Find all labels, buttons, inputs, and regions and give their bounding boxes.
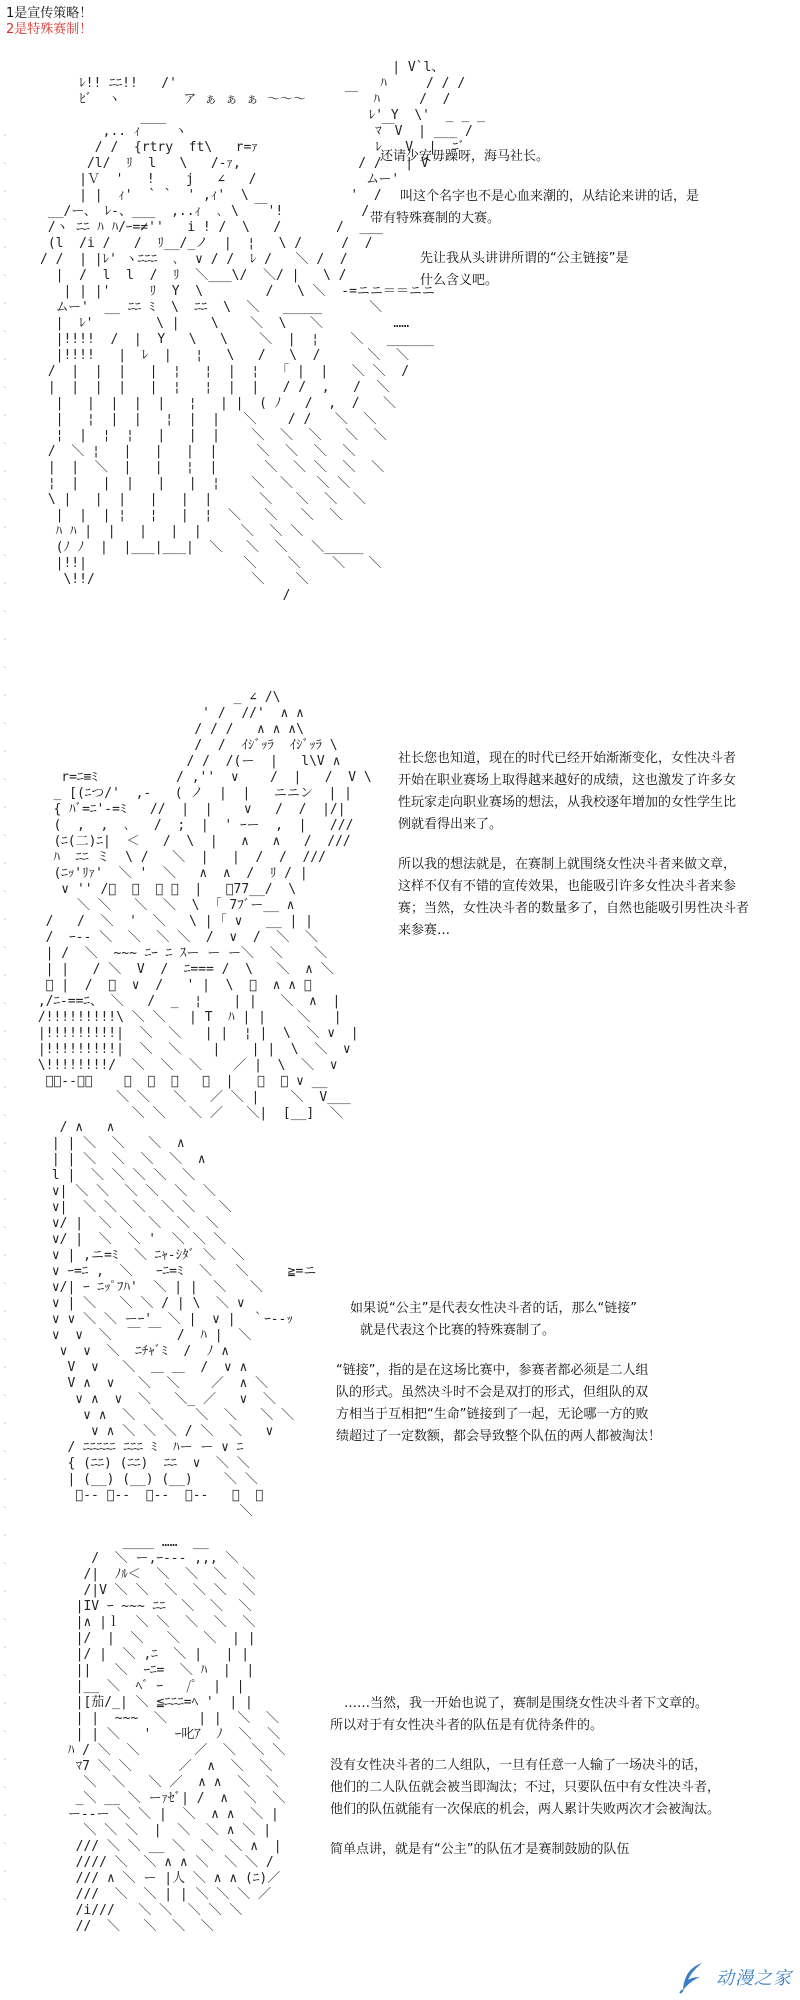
paragraph-line: 先让我从头讲讲所谓的“公主链接”是 <box>420 251 629 266</box>
paragraph: 还请少安毋躁呀，海马社长。 <box>380 149 550 164</box>
feather-logo-icon <box>676 1960 710 1994</box>
paragraph-line: 方相当于互相把“生命”链接到了一起，无论哪一方的败 <box>336 1407 649 1422</box>
ascii-art-figure-3: / ∧ ∧ | | ＼ ＼ ＼ ∧ | | ＼ ＼ ＼ ＼ ∧ l | ＼ ＼ ＼ ＼ ＼ ∨| ＼ ＼ ＼ ＼ ＼ ＼ ∨| ＼ ＼ ＼ ＼ ＼ ＼ ∨/ | ＼ ＼ ＼ ＼ ＼ ∨/ | ＼ ＼ ' ＼ ＼ ＼ ∨ | ,ニ=ﾐ ＼ ﾆｬ-ｼﾀﾞ ＼ ＼ ∨ ｰ=ﾆ , ＼ ｰﾆ=ﾐ ＼ ＼ ≧=ニ ∨/| ｰ ﾆｯﾟﾌﾊ' ＼ | | ＼ ＼ ∨ | ＼ ＼ ＼ / | \ ＼ ∨ ∨ ∨ ＼ ＼ ーｰ' ＼ | ∨ | ｀ｰ--ｯ ∨ ∨ ＼ ￣ ￣ / ﾊ | ＼ ∨ ∨ ＼ ﾆﾁｬﾞﾐ / ﾉ ∧ V ∨ ＼ ＿ ＿ / ∨ ∧ V ∧ ∨ ＼ ＼ ／ ∧ ＼ ∨ ∧ ∨ ＼ ＼_ ／ ∨ ＼ ∨ ∧ ＼ ＼ ＼ ＼ ＼ ＼ ∨ ∧ ＼ ＼ ＼ / ＼ ＼ ∨ / ﾆﾆﾆﾆﾆ ﾆﾆﾆ ﾐ ﾊー ー ∨ ﾆ { (ﾆﾆ) (ﾆﾆ) ﾆﾆ ∨ ＼ ＼ | (__) (__) (__) ＼ ＼ ﾞ-- ﾞ-- ﾞ-- ﾞ-- ＼ ＼ ＼ <box>51 1120 317 1519</box>
paragraph-line: 所以我的想法就是，在赛制上就围绕女性决斗者来做文章， <box>398 857 737 872</box>
paragraph-line: 叫这个名字也不是心血来潮的，从结论来讲的话，是 <box>400 189 700 204</box>
panel-4 <box>0 1535 800 1975</box>
paragraph-line: 如果说“公主”是代表女性决斗者的话，那么“链接” <box>350 1301 637 1316</box>
paragraph-line: 带有特殊赛制的大赛。 <box>370 211 501 226</box>
ascii-art-figure-4: ____ …… __ / ＼ ー,ｰ--- ,,, ＼ /| ﾉﾙ＜ ＼ ＼ ＼ ＼ /|V ＼ ＼ ＼ ＼ ＼ ＼ |IV ｰ ~~~ ﾆﾆ ＼ ＼ ＼ |∧ |ｌ ＼ ＼ ＼ ＼ ＼ |/ | ＼ ＼ ＼ | | |/ | ＼ ,ﾆ ＼ | | | || ＼ ｰﾆ= ＼ ﾊ | | |__ ＼ ﾍﾞ ｰ /ﾟ | | |[茄/_| ＼ ≦ﾆﾆﾆ=ﾍ ' | | | | ~~~ ＼ | | ＼ ＼ | | ＼ ' ｰ叱ｱ ﾉ ＼ ＼ ﾊ / ＼ ＼ ／ ＼ ＼ ＼ ﾏ7 ＼ ＼ ／ ∧ ＼ ＼ ＼ ＼ ＼ ／ ∧ ∧ ＼ ＼ _＼ __ ＼ ーｧｾﾞ| / ∧ ＼ ＼ ー--ー ＼ ＼ | ＼ ∧ ∧ ＼ | ＼ ＼ ＼ | ＼ ＼ ∧ ＼ | /// ＼ ＼ __ ＼ ＼ ＼ ∧ | //// ＼ ＼ ∧ ∧ ＼ ＼ ＼ / /// ∧ ＼ ー |人 ＼ ∧ ∧ (ﾆ)／ /// ＼ ＼ | | ＼ ＼ ＼ ／ /i/// ＼ ＼ ＼ ＼ ＼ // ＼ ＼ ＼ ＼ <box>67 1535 286 1934</box>
ascii-art-figure-1: | V`l、 ﾚ!! ﾆﾆ!! /' ﾊ / / / ﾋﾞ ヽ ア ぁ ぁ ぁ ～～～ ￣ ﾊ / / ﾚ' Y \' _ _ _ ,.. ｨ￣￣ ヽ ﾏ￣V | ___ / / / {rtry ft\ r=ｧ ﾚ V | ﾆﾞ /l/ ﾘ l \ /-ｧ, / / | V |Ｖ ' ! j ∠ / ムー' | | ｨ' ` ` ' ,ｨ' \ ' / __/ー、 ﾚ-、___ ,..ｨ ､ \ ￣'! / /ヽ ﾆﾆ ﾊ ﾊ/ｰ=≠'' i ! / \ / / ___ (l /i / / ﾘ__/_ノ | ¦ \ / / / / / | |ﾚ' ヽﾆﾆﾆ ､ ∨ / / ﾚ / ＼ / / | / l l / ﾘ ＼___\/ ＼/ | \ / | | |' ﾘ Y \ / \ ＼ -=ニニ＝＝ニニ ムー' __ ﾆﾆ ﾐ \ ﾆﾆ \ ＼ _____ ＼ | ﾚ' \ | \ ＼ \ ＼ …… |!!!! / | Y \ \ ＼ | ¦ ＼ ______ |!!!! | ﾚ | ¦ \ / \ / ＼ ＼ / | | | | ¦ ¦ | ¦ ｢ | | ＼ ＼ / | | | | | ¦ ¦ | | / / , / ＼ | | | | | ¦ | | ( ﾉ / , / ＼ | ¦ | | ¦ | | ＼ / / ＼ ＼ ¦ | ¦ ¦ | | | ＼ ＼ ＼ ＼ ＼ / ＼ ¦ | | | | ＼ ＼ ＼ ＼ | | ＼ | | ¦ | ＼ ＼ ＼ ＼ ＼ ¦ | | | | | ¦ ＼ ＼ ＼ ＼ \ | | | | | | ＼ ＼ ＼ ＼ | | | ¦ ¦ | ¦ ＼ ＼ ＼ ＼ ﾊ ﾊ | | | | | ＼ ＼ ＼ (ﾉ ﾉ | |___|___| ＼ ＼ ＼ ＼_____ |!!| ＼ ＼ ＼ ＼ \!!/ ＼ ＼ / <box>40 60 485 603</box>
panel-4-text <box>330 1693 720 1861</box>
paragraph-line: “链接”，指的是在这场比赛中，参赛者都必须是二人组 <box>336 1363 649 1378</box>
paragraph-line: 开始在职业赛场上取得越来越好的成绩，这也激发了许多女 <box>398 773 737 788</box>
paragraph-line: ……当然，我一开始也说了，赛制是围绕女性决斗者下文章的。 <box>344 1696 709 1711</box>
paragraph-line: 就是代表这个比赛的特殊赛制了。 <box>360 1323 556 1338</box>
paragraph-line: 性玩家走向职业赛场的想法，从我校逐年增加的女性学生比 <box>398 795 737 810</box>
paragraph-line: 赛；当然，女性决斗者的数量多了，自然也能吸引男性决斗者 <box>398 901 750 916</box>
paragraph-line: 来参赛… <box>398 923 451 938</box>
ascii-art-figure-2: _ ∠ /\ ' / //' ∧ ∧ / / / ∧ ∧ ∧\ / / ｲｼﾞｯﾗ ｲｼﾞｯﾗ \ / / /(ー | l\V ∧ r=ﾆ≡ﾐ / ,'' ∨ / | / V \ _ [(ﾆつ/' ,- ( ノ | | ニニン | | { ﾊﾞ=ﾆ'-=ﾐ // | | ∨ / / |/| ( , , ､ / ; | ' ｰー , | /// (ﾆ(二)ﾆ| ＜ / \ | ∧ ∧ / /// ﾊ ﾆﾆ ミ \ / ＼ | | / / /// (ﾆｯ'ﾘｧ' ＼ ' ＼ ∧ ∧ / ﾘ / | ∨ '' /ﾞ ＼ ＼ ＼ | ｢77__/ \ ＼ ＼ ＼ ＼ \ ｢ 7ﾌﾞー__ ∧ / / ＼ ' ＼ \ | ｢ ∨ __ | | / ｰ-- ＼ ＼ ＼ ＼ / ∨ / ＼ ＼ | / ＼ ~~~ ﾆｰ ﾆ ｽー ー ー＼ ＼ ＼ | | / ＼ V / ﾆ=== / \ ＼ ∧ ＼ ﾞ | / ＼ ∨ / ' | \ ＼ ∧ ∧ ＼ ,/ﾆ-==ﾆ、 ＼ / _ ¦ | | ＼ ∧ | /!!!!!!!!!\ ＼ ＼ | T ﾊ | | ＼ | |!!!!!!!!!| ＼ ＼ | | ¦ | \ ＼ ∨ | |!!!!!!!!!| ＼ ＼ | | | \ ＼ ∨ \!!!!!!!!/ ＼ ＼ ＼ ／ | \ ＼ ∨ ﾞｰ--ｰﾞ ＼ ＼ ＼ ／ | ＼ ＼ ∨ __ ＼ ＼ ＼ ／ ＼ | ＼ V___ ＼ ＼ ＼ ／ ＼| [__] ＼ <box>37 690 372 1121</box>
panel-2 <box>0 690 800 1121</box>
paragraph-line: 简单点讲，就是有“公主”的队伍才是赛制鼓励的队伍 <box>330 1842 630 1857</box>
watermark <box>676 1960 792 1994</box>
paragraph-line: 队的形式。虽然决斗时不会是双打的形式，但组队的双 <box>336 1385 649 1400</box>
paragraph-line: 他们的二人队伍就会被当即淘汰；不过，只要队伍中有女性决斗者， <box>330 1780 721 1795</box>
watermark-text: 动漫之家 <box>716 1968 792 1989</box>
panel-2-text <box>398 748 749 942</box>
paragraph-line: 绩超过了一定数额，都会导致整个队伍的两人都被淘汰！ <box>336 1429 662 1444</box>
paragraph-line: 这样不仅有不错的宣传效果，也能吸引许多女性决斗者来参 <box>398 879 737 894</box>
header-line-1: 1是宣传策略！ <box>6 6 93 21</box>
panel-3-text <box>330 1298 661 1448</box>
panel-1 <box>0 60 800 680</box>
panel-3 <box>0 1120 800 1520</box>
paragraph-line: 例就看得出来了。 <box>398 817 503 832</box>
paragraph-line: 所以对于有女性决斗者的队伍是有优待条件的。 <box>330 1718 604 1733</box>
paragraph-line: 没有女性决斗者的二人组队，一旦有任意一人输了一场决斗的话， <box>330 1758 708 1773</box>
header-line-2: 2是特殊赛制！ <box>6 22 93 37</box>
panel-1-text <box>370 146 699 292</box>
edge-dot-column: . . . . . . . . . . . . . . . . . . . . . . . . . . . . . . . . . . . . . . . . . . . . . . . . . . . . . . . . . . . . . . . . <box>2 129 8 1903</box>
paragraph-line: 社长您也知道，现在的时代已经开始渐渐变化，女性决斗者 <box>398 751 737 766</box>
paragraph-line: 什么含义吧。 <box>420 273 499 288</box>
paragraph-line: 他们的队伍就能有一次保底的机会，两人累计失败两次才会被淘汰。 <box>330 1802 721 1817</box>
